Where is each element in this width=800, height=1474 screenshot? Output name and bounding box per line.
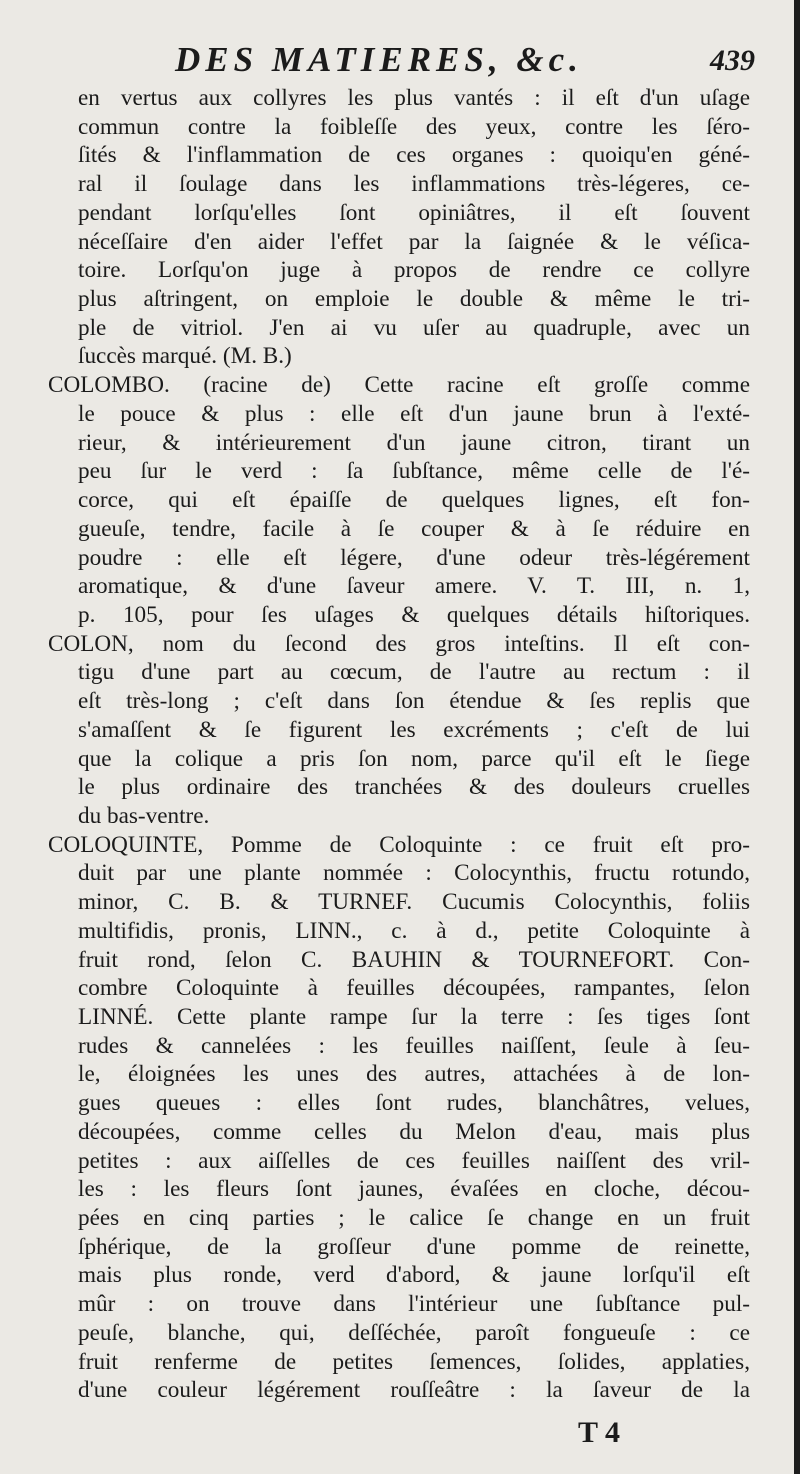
entry-colon-line: COLON, nom du ſecond des gros inteſtins. Il eſt con- — [48, 630, 750, 657]
text-line: mais plus ronde, verd d'abord, & jaune lorſqu'il eſt — [78, 1262, 750, 1289]
entry-colombo-line: COLOMBO. (racine de) Cette racine eſt groſſe comme — [48, 372, 750, 399]
text-line: gues queues : elles ſont rudes, blanchâtres, velues, — [78, 1090, 750, 1117]
text-line: combre Coloquinte à feuilles découpées, rampantes, ſelon — [78, 975, 750, 1002]
text-line: fruit renferme de petites ſemences, ſolides, applaties, — [78, 1348, 750, 1375]
text-line: néceſſaire d'en aider l'effet par la ſaignée & le véſica- — [78, 228, 750, 255]
text-line: poudre : elle eſt légere, d'une odeur très-légérement — [78, 544, 750, 571]
text-line: les : les fleurs ſont jaunes, évaſées en cloche, décou- — [78, 1176, 750, 1203]
text-line: pendant lorſqu'elles ſont opiniâtres, il eſt ſouvent — [78, 199, 750, 226]
text-line: fruit rond, ſelon C. BAUHIN & TOURNEFORT. Con- — [78, 946, 750, 973]
text-line: minor, C. B. & TURNEF. Cucumis Colocynthis, foliis — [78, 889, 750, 916]
text-line: tigu d'une part au cœcum, de l'autre au rectum : il — [78, 659, 750, 686]
text-line: multifidis, pronis, LINN., c. à d., petite Coloquinte à — [78, 917, 750, 944]
text-line: gueuſe, tendre, facile à ſe couper & à ſe réduire en — [78, 515, 750, 542]
text-line: duit par une plante nommée : Colocynthis, fructu rotundo, — [78, 860, 750, 887]
text-line: s'amaſſent & ſe figurent les excréments ; c'eſt de lui — [78, 716, 750, 743]
entry-coloquinte-line: COLOQUINTE, Pomme de Coloquinte : ce fruit eſt pro- — [48, 831, 750, 858]
text-line: rudes & cannelées : les feuilles naiſſent, ſeule à ſeu- — [78, 1032, 750, 1059]
signature-mark: T 4 — [578, 1416, 620, 1449]
text-line: plus aſtringent, on emploie le double & même le tri- — [78, 286, 750, 313]
text-line: pées en cinq parties ; le calice ſe change en un fruit — [78, 1205, 750, 1232]
text-line: aromatique, & d'une ſaveur amere. V. T. III, n. 1, — [78, 573, 750, 600]
text-line: peuſe, blanche, qui, deſſéchée, paroît fongueuſe : ce — [78, 1319, 750, 1346]
text-line: le pouce & plus : elle eſt d'un jaune brun à l'exté- — [78, 400, 750, 427]
text-line: eſt très-long ; c'eſt dans ſon étendue & ſes replis que — [78, 688, 750, 715]
text-line: du bas-ventre. — [78, 802, 210, 829]
text-line: le, éloignées les unes des autres, attachées à de lon- — [78, 1061, 750, 1088]
text-line: corce, qui eſt épaiſſe de quelques lignes, eſt fon- — [78, 487, 750, 514]
text-line: rieur, & intérieurement d'un jaune citron, tirant un — [78, 429, 750, 456]
text-line: que la colique a pris ſon nom, parce qu'il eſt le ſiege — [78, 745, 750, 772]
text-line: petites : aux aiſſelles de ces feuilles naiſſent des vril- — [78, 1147, 750, 1174]
body-text — [48, 84, 750, 1405]
page-number: 439 — [710, 44, 755, 77]
text-line: ral il ſoulage dans les inflammations très-légeres, ce- — [78, 171, 750, 198]
text-line: commun contre la foibleſſe des yeux, contre les ſéro- — [78, 113, 750, 140]
text-line: ple de vitriol. J'en ai vu uſer au quadruple, avec un — [78, 314, 750, 341]
running-head: DES MATIERES, &c. — [175, 40, 583, 79]
text-line: ſphérique, de la groſſeur d'une pomme de reinette, — [78, 1233, 750, 1260]
text-line: LINNÉ. Cette plante rampe ſur la terre : ſes tiges ſont — [78, 1004, 750, 1030]
text-line: toire. Lorſqu'on juge à propos de rendre ce collyre — [78, 257, 750, 284]
text-line: en vertus aux collyres les plus vantés : il eſt d'un uſage — [78, 85, 750, 111]
text-line: découpées, comme celles du Melon d'eau, mais plus — [78, 1118, 750, 1145]
text-line: ſités & l'inflammation de ces organes : quoiqu'en géné- — [78, 142, 750, 169]
text-line: d'une couleur légérement rouſſeâtre : la ſaveur de la — [78, 1377, 750, 1404]
text-line: ſuccès marqué. (M. B.) — [78, 343, 292, 370]
text-line: p. 105, pour ſes uſages & quelques détails hiſtoriques. — [78, 601, 750, 628]
text-line: peu ſur le verd : ſa ſubſtance, même celle de l'é- — [78, 458, 750, 485]
text-line: le plus ordinaire des tranchées & des douleurs cruelles — [78, 774, 750, 801]
text-line: mûr : on trouve dans l'intérieur une ſubſtance pul- — [78, 1291, 750, 1318]
